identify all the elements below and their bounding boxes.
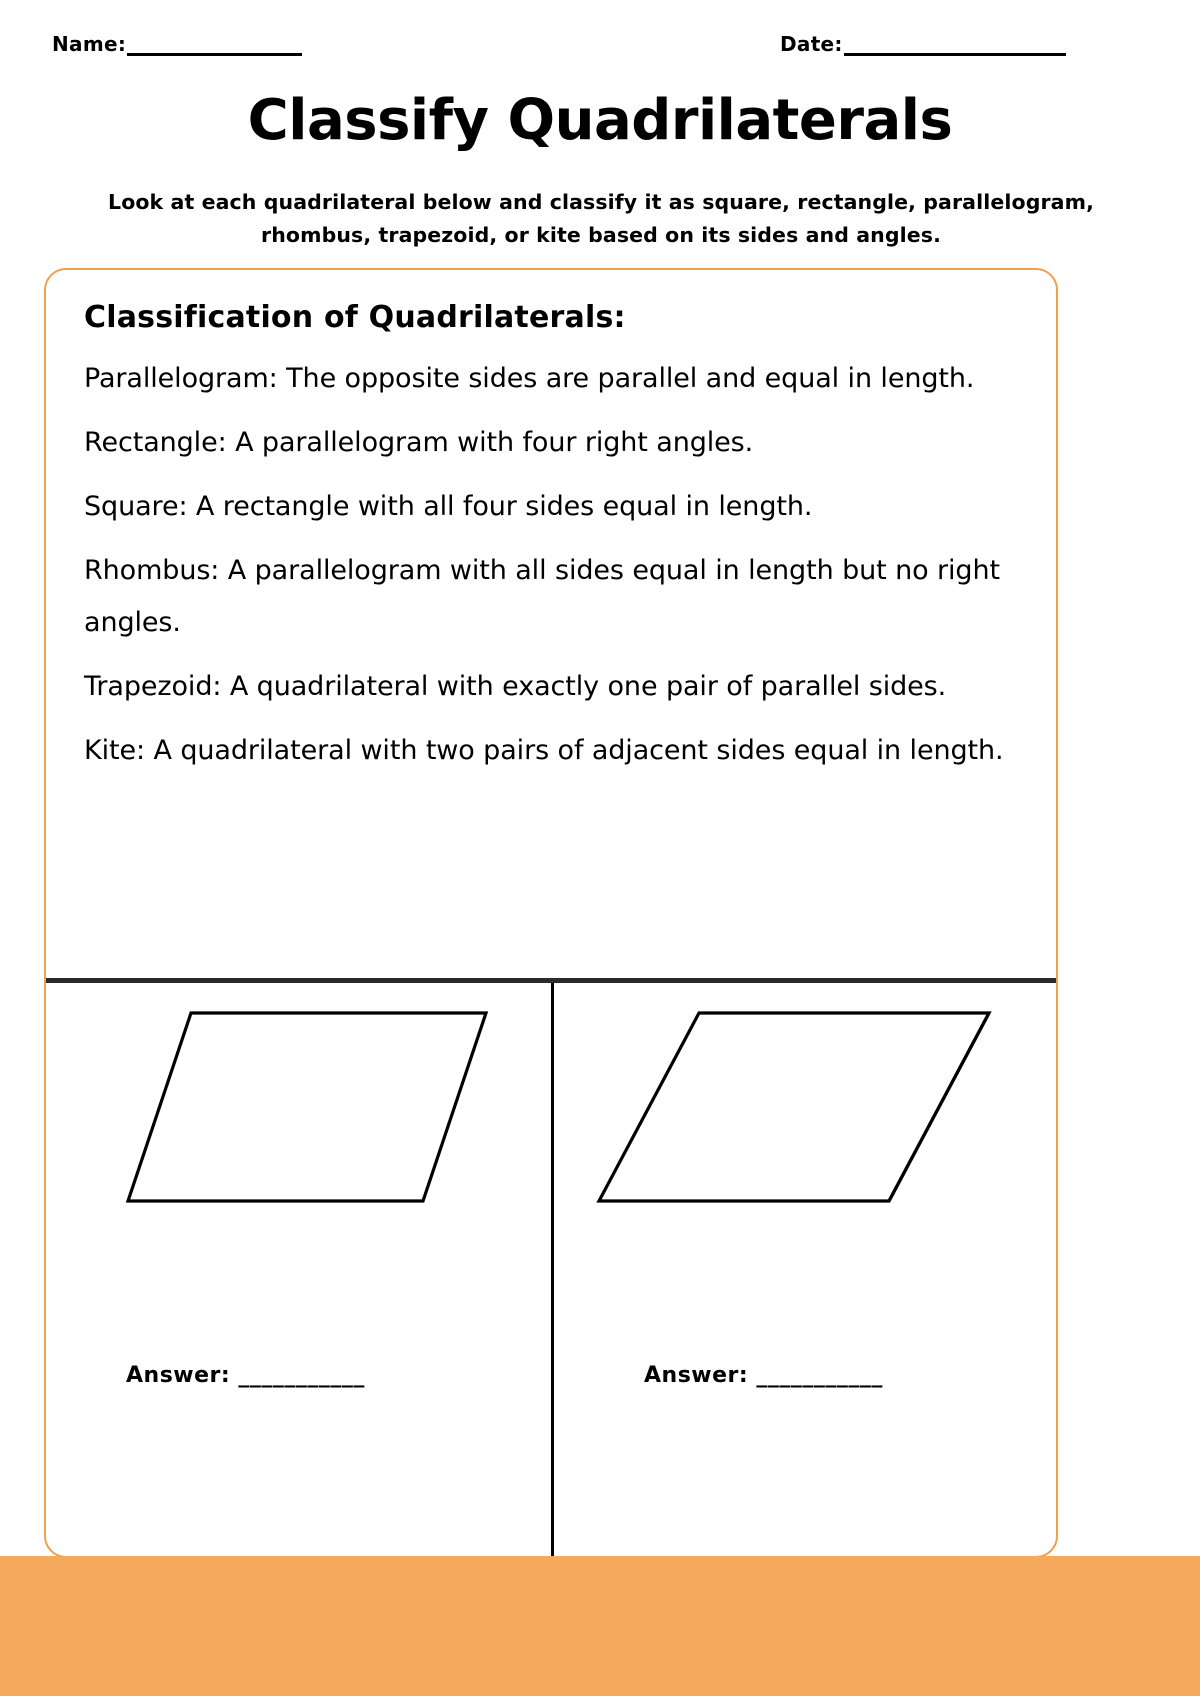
parallelogram-shape-2 xyxy=(554,1003,1059,1303)
classification-reference xyxy=(84,300,1024,789)
shape-holder-1 xyxy=(46,1003,551,1303)
parallelogram-2-inner-line xyxy=(889,1013,989,1201)
shape-holder-2 xyxy=(554,1003,1059,1303)
definition-rectangle: Rectangle: A parallelogram with four right angles. xyxy=(84,427,754,458)
date-label: Date: xyxy=(780,32,843,56)
problem-cell-1 xyxy=(46,983,551,1558)
problem-cell-2 xyxy=(551,983,1056,1558)
definition-parallelogram: Parallelogram: The opposite sides are parallel and equal in length. xyxy=(84,363,975,394)
answer-blank-1[interactable]: Answer: ___________ xyxy=(126,1363,365,1388)
definition-trapezoid: Trapezoid: A quadrilateral with exactly one pair of parallel sides. xyxy=(84,671,947,702)
date-write-line[interactable] xyxy=(844,36,1066,56)
parallelogram-shape-1 xyxy=(46,1003,551,1303)
header-row xyxy=(0,32,1200,72)
instructions-text: Look at each quadrilateral below and classify it as square, rectangle, parallelogram, rhombus, trapezoid, or kite based on its sides and angles. xyxy=(108,190,1094,247)
date-field[interactable] xyxy=(780,32,1066,56)
content-panel xyxy=(44,268,1058,1558)
definition-rhombus: Rhombus: A parallelogram with all sides equal in length but no right angles. xyxy=(84,555,1000,638)
name-write-line[interactable] xyxy=(127,36,302,56)
name-label: Name: xyxy=(52,32,127,56)
problems-grid xyxy=(46,983,1056,1558)
definition-kite: Kite: A quadrilateral with two pairs of adjacent sides equal in length. xyxy=(84,735,1004,766)
answer-blank-2[interactable]: Answer: ___________ xyxy=(644,1363,883,1388)
footer-band xyxy=(0,1556,1200,1696)
name-field[interactable] xyxy=(52,32,302,56)
definition-square: Square: A rectangle with all four sides equal in length. xyxy=(84,491,813,522)
reference-heading: Classification of Quadrilaterals: xyxy=(84,300,626,335)
page-title: Classify Quadrilaterals xyxy=(247,88,953,153)
